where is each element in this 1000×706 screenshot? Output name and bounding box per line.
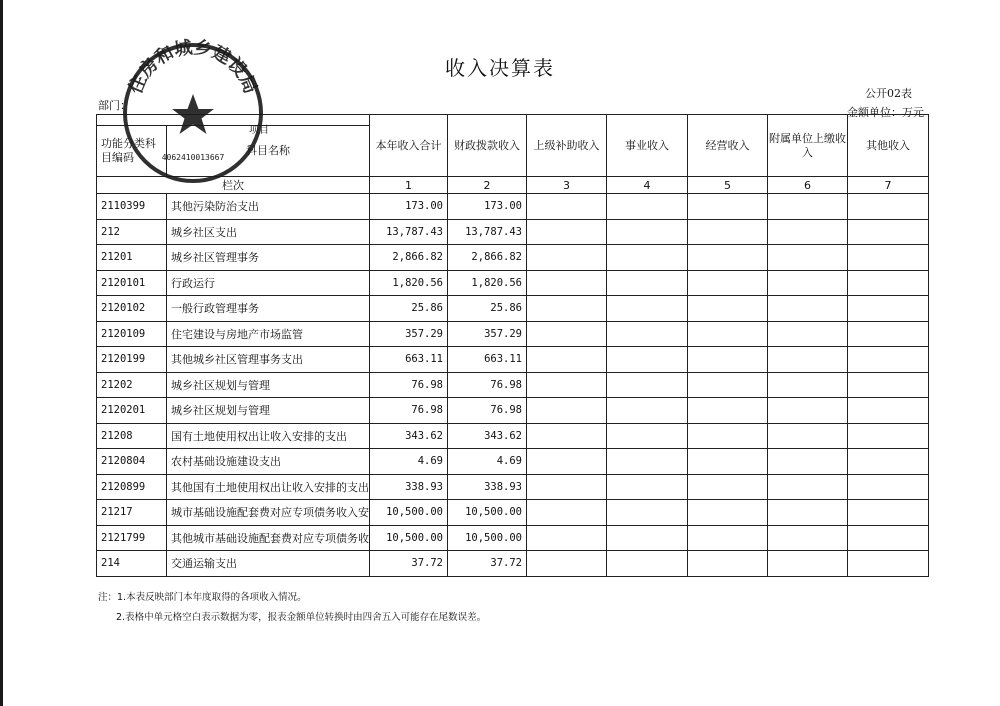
seal-code: 4062410013667 [161, 153, 225, 162]
row-total-cell: 37.72 [370, 551, 448, 577]
row-empty-cell [607, 525, 688, 551]
header-project-label: 项目 [249, 125, 269, 136]
row-empty-cell [607, 194, 688, 220]
col-number: 5 [688, 177, 768, 194]
row-fiscal-cell: 173.00 [448, 194, 527, 220]
col-header-total: 本年收入合计 [370, 115, 448, 177]
table-row [97, 449, 929, 475]
row-empty-cell [527, 525, 607, 551]
row-name-cell: 城乡社区规划与管理 [167, 398, 370, 424]
row-fiscal-cell: 663.11 [448, 347, 527, 373]
table-row [97, 321, 929, 347]
row-total-cell: 173.00 [370, 194, 448, 220]
row-code-cell: 21201 [97, 245, 167, 271]
row-empty-cell [768, 321, 848, 347]
row-fiscal-cell: 76.98 [448, 372, 527, 398]
row-fiscal-cell: 338.93 [448, 474, 527, 500]
row-total-cell: 10,500.00 [370, 500, 448, 526]
row-empty-cell [688, 245, 768, 271]
row-empty-cell [768, 525, 848, 551]
row-fiscal-cell: 13,787.43 [448, 219, 527, 245]
row-empty-cell [848, 500, 929, 526]
row-name-cell: 城市基础设施配套费对应专项债务收入安 [167, 500, 370, 526]
row-empty-cell [768, 219, 848, 245]
row-fiscal-cell: 343.62 [448, 423, 527, 449]
row-empty-cell [607, 296, 688, 322]
row-empty-cell [527, 219, 607, 245]
row-empty-cell [768, 423, 848, 449]
row-empty-cell [848, 372, 929, 398]
row-empty-cell [527, 398, 607, 424]
row-total-cell: 25.86 [370, 296, 448, 322]
row-code-cell: 2120199 [97, 347, 167, 373]
row-empty-cell [527, 372, 607, 398]
col-header-superior-subsidy: 上级补助收入 [527, 115, 607, 177]
row-empty-cell [527, 500, 607, 526]
row-empty-cell [607, 347, 688, 373]
row-name-cell: 国有土地使用权出让收入安排的支出 [167, 423, 370, 449]
row-name-cell: 城乡社区管理事务 [167, 245, 370, 271]
row-empty-cell [768, 245, 848, 271]
row-empty-cell [768, 474, 848, 500]
row-code-cell: 2120101 [97, 270, 167, 296]
table-row [97, 372, 929, 398]
row-empty-cell [848, 347, 929, 373]
row-total-cell: 1,820.56 [370, 270, 448, 296]
row-fiscal-cell: 4.69 [448, 449, 527, 475]
row-empty-cell [848, 321, 929, 347]
table-row [97, 474, 929, 500]
table-body [97, 194, 929, 577]
row-empty-cell [688, 372, 768, 398]
row-empty-cell [688, 321, 768, 347]
table-row [97, 500, 929, 526]
row-name-cell: 城乡社区支出 [167, 219, 370, 245]
row-empty-cell [768, 449, 848, 475]
row-empty-cell [607, 551, 688, 577]
row-empty-cell [848, 296, 929, 322]
row-total-cell: 13,787.43 [370, 219, 448, 245]
row-code-cell: 212 [97, 219, 167, 245]
row-fiscal-cell: 10,500.00 [448, 500, 527, 526]
row-empty-cell [527, 551, 607, 577]
row-empty-cell [768, 194, 848, 220]
row-empty-cell [607, 321, 688, 347]
col-header-func-code: 功能分类科目编码 [97, 126, 167, 177]
row-name-cell: 其他污染防治支出 [167, 194, 370, 220]
col-header-affiliate: 附属单位上缴收入 [768, 115, 848, 177]
table-row [97, 525, 929, 551]
row-name-cell: 一般行政管理事务 [167, 296, 370, 322]
col-header-fiscal: 财政拨款收入 [448, 115, 527, 177]
col-header-business: 事业收入 [607, 115, 688, 177]
row-empty-cell [607, 423, 688, 449]
row-empty-cell [768, 296, 848, 322]
row-name-cell: 住宅建设与房地产市场监管 [167, 321, 370, 347]
table-row [97, 398, 929, 424]
row-total-cell: 338.93 [370, 474, 448, 500]
row-empty-cell [848, 423, 929, 449]
row-empty-cell [607, 500, 688, 526]
department-label: 部门： [98, 99, 131, 112]
row-code-cell: 2120804 [97, 449, 167, 475]
row-code-cell: 2110399 [97, 194, 167, 220]
note-2: 2.表格中单元格空白表示数据为零，报表金额单位转换时由四舍五入可能存在尾数误差。 [116, 612, 487, 623]
form-number: 公开02表 [865, 87, 912, 100]
row-name-cell: 城乡社区规划与管理 [167, 372, 370, 398]
row-empty-cell [848, 449, 929, 475]
row-empty-cell [688, 551, 768, 577]
row-fiscal-cell: 37.72 [448, 551, 527, 577]
col-number: 7 [848, 177, 929, 194]
col-header-operating: 经营收入 [688, 115, 768, 177]
row-empty-cell [527, 347, 607, 373]
row-total-cell: 357.29 [370, 321, 448, 347]
row-empty-cell [848, 525, 929, 551]
row-empty-cell [848, 551, 929, 577]
row-empty-cell [688, 474, 768, 500]
row-empty-cell [688, 500, 768, 526]
row-name-cell: 行政运行 [167, 270, 370, 296]
row-total-cell: 10,500.00 [370, 525, 448, 551]
row-empty-cell [768, 270, 848, 296]
official-seal-stamp [118, 38, 268, 188]
row-total-cell: 4.69 [370, 449, 448, 475]
row-fiscal-cell: 357.29 [448, 321, 527, 347]
row-total-cell: 76.98 [370, 398, 448, 424]
table-row [97, 551, 929, 577]
row-empty-cell [527, 423, 607, 449]
row-fiscal-cell: 1,820.56 [448, 270, 527, 296]
table-row [97, 194, 929, 220]
row-fiscal-cell: 76.98 [448, 398, 527, 424]
row-name-cell: 交通运输支出 [167, 551, 370, 577]
row-code-cell: 2120899 [97, 474, 167, 500]
table-row [97, 347, 929, 373]
row-empty-cell [527, 449, 607, 475]
page-title: 收入决算表 [445, 56, 555, 80]
table-row [97, 270, 929, 296]
col-number: 1 [370, 177, 448, 194]
row-name-cell: 农村基础设施建设支出 [167, 449, 370, 475]
row-empty-cell [607, 474, 688, 500]
notes [98, 588, 486, 628]
row-code-cell: 21202 [97, 372, 167, 398]
col-number: 2 [448, 177, 527, 194]
row-empty-cell [607, 449, 688, 475]
row-empty-cell [768, 551, 848, 577]
row-empty-cell [768, 398, 848, 424]
row-empty-cell [688, 423, 768, 449]
row-code-cell: 21208 [97, 423, 167, 449]
row-empty-cell [688, 270, 768, 296]
row-code-cell: 2121799 [97, 525, 167, 551]
table-row [97, 219, 929, 245]
row-empty-cell [768, 372, 848, 398]
row-name-cell: 其他城乡社区管理事务支出 [167, 347, 370, 373]
page-edge [0, 0, 3, 706]
row-empty-cell [848, 474, 929, 500]
row-empty-cell [527, 270, 607, 296]
row-empty-cell [768, 500, 848, 526]
seal-text: 住房和城乡建设局 [125, 38, 261, 97]
row-empty-cell [768, 347, 848, 373]
row-fiscal-cell: 25.86 [448, 296, 527, 322]
row-name-cell: 其他国有土地使用权出让收入安排的支出 [167, 474, 370, 500]
row-empty-cell [527, 245, 607, 271]
col-header-subject-name: 科目名称 [167, 126, 370, 177]
row-empty-cell [607, 398, 688, 424]
col-number: 4 [607, 177, 688, 194]
row-empty-cell [607, 245, 688, 271]
row-empty-cell [688, 347, 768, 373]
row-empty-cell [848, 245, 929, 271]
note-1: 注：1.本表反映部门本年度取得的各项收入情况。 [98, 592, 307, 603]
row-code-cell: 2120201 [97, 398, 167, 424]
row-empty-cell [607, 219, 688, 245]
row-code-cell: 214 [97, 551, 167, 577]
row-empty-cell [607, 270, 688, 296]
table-row [97, 423, 929, 449]
row-total-cell: 343.62 [370, 423, 448, 449]
amount-unit: 金额单位：万元 [847, 106, 924, 119]
row-empty-cell [688, 449, 768, 475]
col-label-cell: 栏次 [97, 177, 370, 194]
row-empty-cell [688, 219, 768, 245]
row-total-cell: 2,866.82 [370, 245, 448, 271]
row-total-cell: 76.98 [370, 372, 448, 398]
row-code-cell: 2120102 [97, 296, 167, 322]
table-row [97, 296, 929, 322]
col-number: 3 [527, 177, 607, 194]
row-total-cell: 663.11 [370, 347, 448, 373]
row-empty-cell [688, 398, 768, 424]
row-empty-cell [688, 194, 768, 220]
row-empty-cell [848, 219, 929, 245]
row-empty-cell [527, 321, 607, 347]
table-row [97, 245, 929, 271]
row-empty-cell [527, 194, 607, 220]
row-fiscal-cell: 10,500.00 [448, 525, 527, 551]
col-number: 6 [768, 177, 848, 194]
col-header-other: 其他收入 [848, 115, 929, 177]
row-empty-cell [848, 398, 929, 424]
row-empty-cell [527, 474, 607, 500]
row-code-cell: 2120109 [97, 321, 167, 347]
row-name-cell: 其他城市基础设施配套费对应专项债务收 [167, 525, 370, 551]
row-empty-cell [527, 296, 607, 322]
row-empty-cell [607, 372, 688, 398]
row-empty-cell [688, 525, 768, 551]
row-empty-cell [688, 296, 768, 322]
row-code-cell: 21217 [97, 500, 167, 526]
row-empty-cell [848, 194, 929, 220]
row-fiscal-cell: 2,866.82 [448, 245, 527, 271]
row-empty-cell [848, 270, 929, 296]
